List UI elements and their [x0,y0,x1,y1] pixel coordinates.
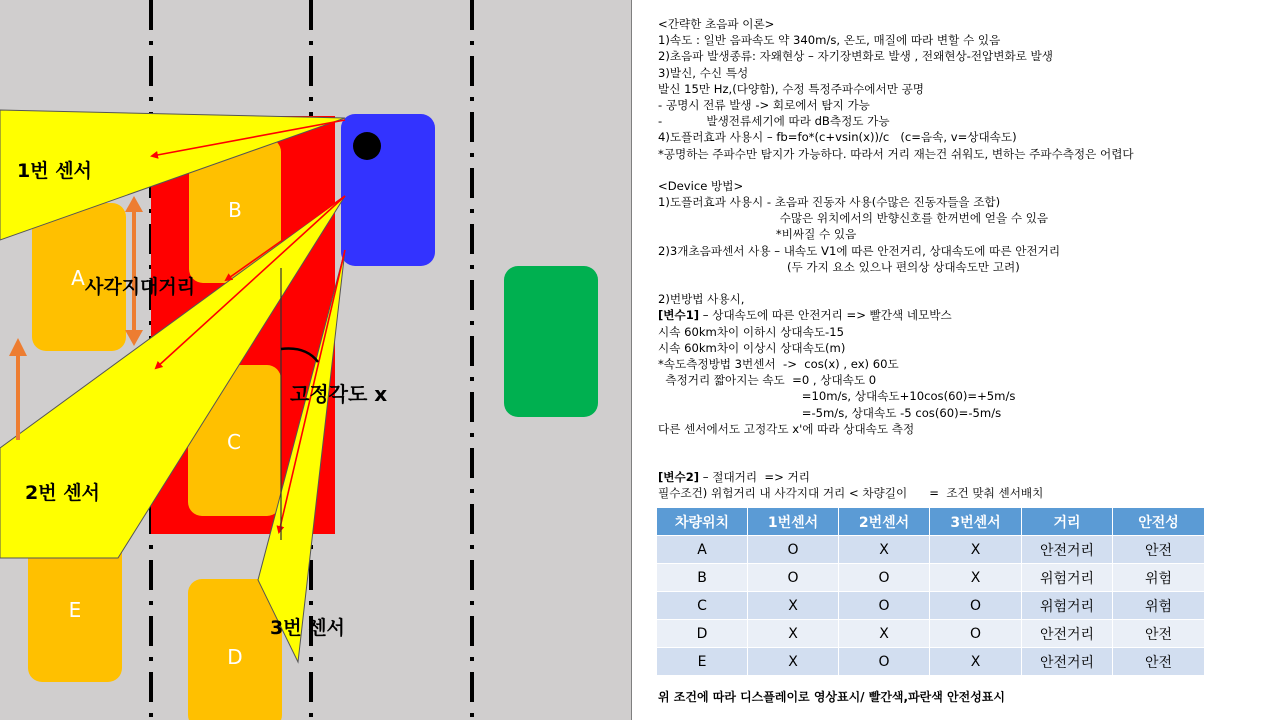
footer-note: 위 조건에 따라 디스플레이로 영상표시/ 빨간색,파란색 안전성표시 [658,690,1005,704]
table-header-row [657,508,1205,536]
notes-line: 2)3개초음파센서 사용 – 내속도 V1에 따른 안전거리, 상대속도에 따른 안전거리 [658,243,1061,258]
notes-line: 발신 15만 Hz,(다양함), 수정 특정주파수에서만 공명 [658,81,924,96]
table-cell: 위험 [1113,592,1205,620]
notes-line: 1)속도 : 일반 음파속도 약 340m/s, 온도, 매질에 따라 변할 수 있음 [658,33,1001,48]
table-cell: 안전 [1113,648,1205,676]
table-header-cell: 거리 [1022,508,1113,536]
table-cell: O [930,592,1022,620]
table-row [657,592,1205,620]
table-cell: D [657,620,748,648]
notes-line: 시속 60km차이 이하시 상대속도-15 [658,324,844,339]
notes-line: 3)발신, 수신 특성 [658,65,749,80]
table-cell: 안전 [1113,620,1205,648]
table-cell: B [657,564,748,592]
notes-line: <Device 방법> [658,178,744,193]
car-a-label: A [71,266,85,290]
notes-line: - 발생전류세기에 따라 dB측정도 가능 [658,114,890,129]
table-cell: A [657,536,748,564]
table-cell: O [839,564,930,592]
table-cell: O [748,564,839,592]
sensor-origin-dot [353,132,381,160]
sensor-condition-table [656,507,1205,676]
notes-line: 2)번방법 사용시, [658,292,745,307]
notes-line: <간략한 초음파 이론> [658,17,775,31]
table-row [657,536,1205,564]
table-row [657,648,1205,676]
car-c-label: C [227,430,241,454]
table-cell: O [839,592,930,620]
table-cell: X [930,648,1022,676]
table-cell: 안전 [1113,536,1205,564]
variable1-text: – 상대속도에 따른 안전거리 => 빨간색 네모박스 [699,308,952,323]
table-cell: 안전거리 [1022,536,1113,564]
table-cell: X [930,536,1022,564]
table-header-cell: 안전성 [1113,508,1205,536]
sensor2-label: 2번 센서 [25,482,100,504]
far-lane-car [504,266,598,417]
own-car [341,114,435,266]
variable2-tag: [변수2] [658,470,700,485]
table-cell: X [748,620,839,648]
table-header-cell: 2번센서 [839,508,930,536]
notes-line: - 공명시 전류 발생 -> 회로에서 탐지 가능 [658,97,870,112]
table-cell: 위험거리 [1022,564,1113,592]
table-cell: X [930,564,1022,592]
sensor1-label: 1번 센서 [17,160,92,182]
table-cell: O [748,536,839,564]
blind-distance-label: 사각지대거리 [85,276,196,298]
notes-line: (두 가지 요소 있으나 편의상 상대속도만 고려) [658,259,1020,274]
car-b-label: B [228,198,242,222]
table-row [657,564,1205,592]
road-diagram-svg [0,0,632,720]
notes-line: 2)초음파 발생종류: 자왜현상 – 자기장변화로 발생 , 전왜현상-전압변화로 발생 [658,49,1053,64]
notes-panel [658,16,1268,502]
notes-line: 다른 센서에서도 고정각도 x'에 따라 상대속도 측정 [658,421,915,436]
variable2-text: – 절대거리 => 거리 [699,470,810,485]
table-cell: X [748,648,839,676]
notes-line: *비싸질 수 있음 [658,227,857,242]
panel-divider [631,0,632,720]
notes-line: *공명하는 주파수만 탐지가 가능하다. 따라서 거리 재는건 쉬워도, 변하는 주파수측정은 어렵다 [658,146,1134,161]
table-cell: 안전거리 [1022,648,1113,676]
sensor3-label: 3번 센서 [270,617,345,639]
road-diagram [0,0,632,720]
notes-line: 수많은 위치에서의 반향신호를 한꺼번에 얻을 수 있음 [658,211,1049,226]
notes-line: 1)도플러효과 사용시 - 초음파 진동자 사용(수많은 진동자들을 조합) [658,195,1001,210]
table-cell: 위험거리 [1022,592,1113,620]
table-cell: E [657,648,748,676]
notes-line: =-5m/s, 상대속도 -5 cos(60)=-5m/s [658,405,1002,420]
notes-line: 필수조건) 위험거리 내 사각지대 거리 < 차량길이 = 조건 맞춰 센서배치 [658,486,1044,501]
table-cell: 안전거리 [1022,620,1113,648]
notes-line: 측정거리 짧아지는 속도 =0 , 상대속도 0 [658,373,877,388]
notes-line [658,307,1268,323]
notes-line: =10m/s, 상대속도+10cos(60)=+5m/s [658,389,1016,404]
table-cell: O [839,648,930,676]
table-header-cell: 차량위치 [657,508,748,536]
table-cell: X [748,592,839,620]
table-header-cell: 3번센서 [930,508,1022,536]
fixed-angle-label: 고정각도 x [290,382,388,406]
table-cell: 위험 [1113,564,1205,592]
notes-line [658,469,1268,485]
table-header-cell: 1번센서 [748,508,839,536]
notes-line: *속도측정방법 3번센서 -> cos(x) , ex) 60도 [658,356,899,371]
table-cell: O [930,620,1022,648]
variable1-tag: [변수1] [658,308,700,323]
table-row [657,620,1205,648]
notes-line: 시속 60km차이 이상시 상대속도(m) [658,340,846,355]
car-e-label: E [68,598,82,622]
car-d-label: D [227,645,243,669]
table-cell: X [839,536,930,564]
table-cell: C [657,592,748,620]
notes-line: 4)도플러효과 사용시 – fb=fo*(c+vsin(x))/c (c=음속, v=상대속도) [658,130,1017,145]
table-cell: X [839,620,930,648]
